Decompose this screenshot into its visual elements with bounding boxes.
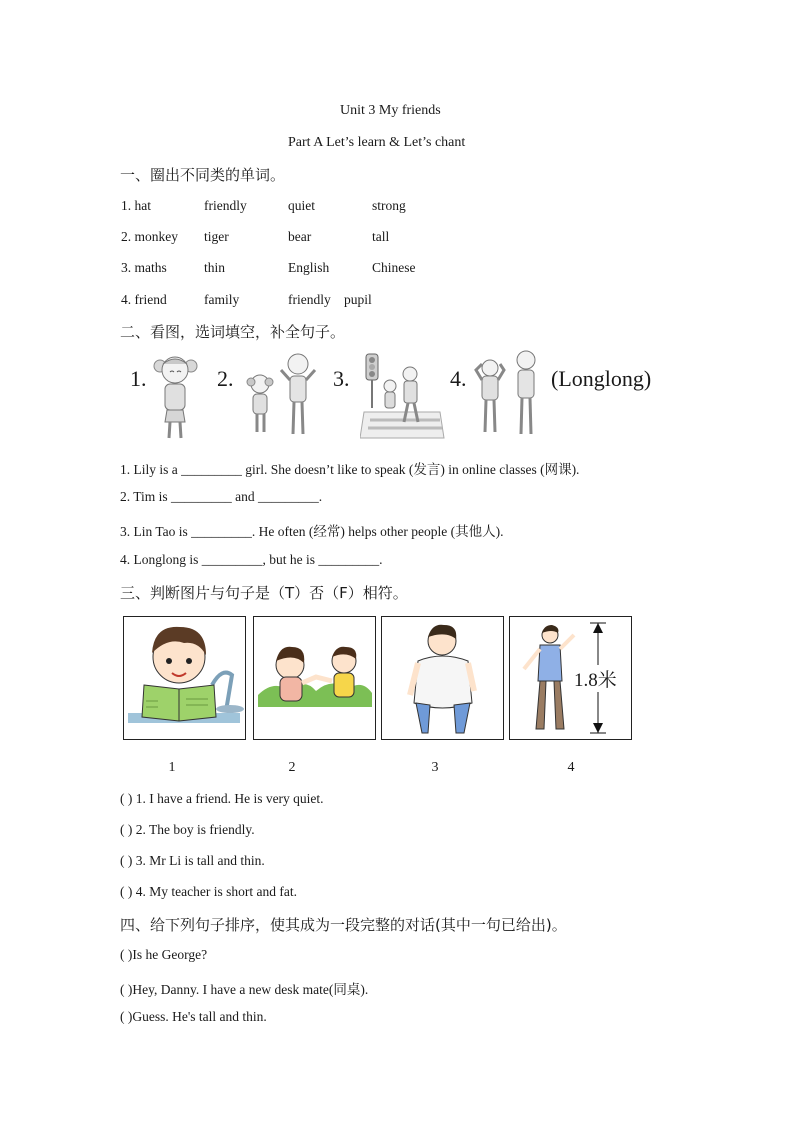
short-girl-tall-boy-illustration bbox=[243, 352, 323, 442]
picture-frame-two-friends bbox=[253, 616, 376, 740]
order-sentence: ( )Guess. He's tall and thin. bbox=[120, 1009, 267, 1024]
order-sentence: ( )Is he George? bbox=[120, 947, 208, 962]
word-cell: English bbox=[288, 260, 330, 275]
judge-sentence: ( ) 2. The boy is friendly. bbox=[120, 822, 255, 837]
section3-heading: 三、判断图片与句子是（T）否（F）相符。 bbox=[120, 584, 408, 602]
section4-heading: 四、给下列句子排序，使其成为一段完整的对话(其中一句已给出)。 bbox=[120, 916, 567, 934]
height-label: 1.8米 bbox=[574, 665, 617, 692]
worksheet-subtitle: Part A Let’s learn & Let’s chant bbox=[288, 135, 466, 150]
picture-label: 2 bbox=[288, 760, 296, 775]
picture-number: 3. bbox=[333, 366, 350, 391]
section2-heading: 二、看图，选词填空，补全句子。 bbox=[120, 323, 346, 341]
word-cell: 4. friend bbox=[121, 292, 167, 307]
picture-number: 4. bbox=[450, 366, 467, 391]
fill-sentence: 2. Tim is _________ and _________. bbox=[120, 489, 323, 504]
word-cell: tall bbox=[372, 229, 390, 244]
word-cell: tiger bbox=[204, 229, 229, 244]
word-cell: family bbox=[204, 292, 240, 307]
picture-frame-fat-man bbox=[381, 616, 504, 740]
worksheet-title: Unit 3 My friends bbox=[340, 103, 441, 118]
picture-label: 4 bbox=[567, 760, 575, 775]
word-cell: 2. monkey bbox=[121, 229, 178, 244]
word-cell: 3. maths bbox=[121, 260, 167, 275]
word-cell: friendly bbox=[288, 292, 331, 307]
helping-crossing-illustration bbox=[360, 350, 445, 442]
word-cell: strong bbox=[372, 198, 406, 213]
word-cell: Chinese bbox=[372, 260, 416, 275]
fill-sentence: 1. Lily is a _________ girl. She doesn’t like to speak (发言) in online classes (网课). bbox=[120, 462, 580, 477]
word-cell: bear bbox=[288, 229, 312, 244]
judge-sentence: ( ) 4. My teacher is short and fat. bbox=[120, 884, 297, 899]
word-cell: thin bbox=[204, 260, 226, 275]
section1-heading: 一、圈出不同类的单词。 bbox=[120, 166, 286, 184]
judge-sentence: ( ) 1. I have a friend. He is very quiet. bbox=[120, 791, 324, 806]
order-sentence: ( )Hey, Danny. I have a new desk mate(同桌). bbox=[120, 982, 369, 997]
picture-label: 3 bbox=[431, 760, 439, 775]
word-cell: pupil bbox=[344, 292, 372, 307]
judge-sentence: ( ) 3. Mr Li is tall and thin. bbox=[120, 853, 265, 868]
fill-sentence: 4. Longlong is _________, but he is _________. bbox=[120, 552, 383, 567]
word-cell: quiet bbox=[288, 198, 315, 213]
longlong-strong-illustration bbox=[474, 350, 544, 440]
word-cell: friendly bbox=[204, 198, 247, 213]
picture-caption: (Longlong) bbox=[551, 366, 652, 391]
picture-label: 1 bbox=[168, 760, 176, 775]
picture-number: 1. bbox=[130, 366, 147, 391]
fill-sentence: 3. Lin Tao is _________. He often (经常) helps other people (其他人). bbox=[120, 524, 504, 539]
word-cell: 1. hat bbox=[121, 198, 151, 213]
girl-shy-illustration bbox=[153, 352, 198, 442]
picture-number: 2. bbox=[217, 366, 234, 391]
picture-frame-reading-boy bbox=[123, 616, 246, 740]
